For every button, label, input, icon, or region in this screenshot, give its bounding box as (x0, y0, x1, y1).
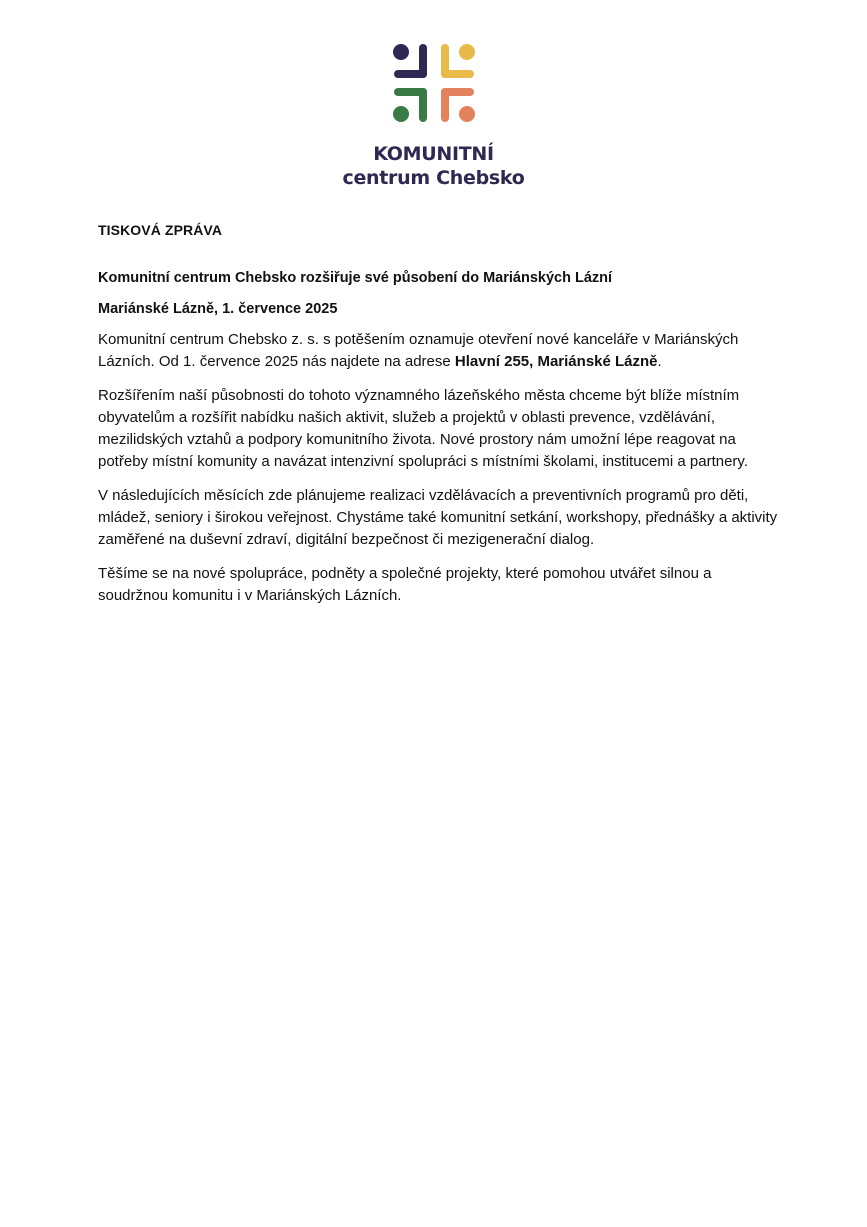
logo-mark-icon (391, 40, 477, 126)
paragraph-1-end: . (657, 353, 662, 370)
logo-dot-orange (459, 106, 475, 122)
logo-title-line1: KOMUNITNÍ (373, 143, 494, 165)
paragraph-4: Těšíme se na nové spolupráce, podněty a společné projekty, které pomohou utvářet silnou a soudržnou komunitu i v Mariánských Lázních. (98, 565, 712, 604)
logo-stem-navy (419, 44, 427, 78)
paragraph-1-text: Komunitní centrum Chebsko z. s. s potěšením oznamuje otevření nové kanceláře v Mariánských Lázních. Od 1. července 2025 nás najdete na adrese (98, 331, 739, 370)
press-headline: Komunitní centrum Chebsko rozšiřuje své působení do Mariánských Lázní (98, 270, 613, 286)
logo-title-line2: centrum Chebsko (342, 167, 525, 189)
paragraph-1 (98, 329, 778, 373)
logo (0, 40, 867, 190)
press-release-body (98, 219, 778, 619)
logo-dot-green (393, 106, 409, 122)
office-address: Hlavní 255, Mariánské Lázně (454, 353, 658, 370)
logo-dot-gold (459, 44, 475, 60)
press-dateline: Mariánské Lázně, 1. července 2025 (98, 301, 338, 317)
logo-dot-navy (393, 44, 409, 60)
logo-stem-gold (441, 44, 449, 78)
paragraph-2: Rozšířením naší působnosti do tohoto významného lázeňského města chceme být blíže místním obyvatelům a rozšířit nabídku našich aktivit, služeb a projektů v oblasti prevence, vzdělávání, mezilidských vztahů a podpory komunitního života. Nové prostory nám umožní lépe reagovat na potřeby místní komunity a navázat intenzivní spolupráci s místními školami, institucemi a partnery. (98, 387, 748, 470)
paragraph-3: V následujících měsících zde plánujeme realizaci vzdělávacích a preventivních programů pro děti, mládež, seniory i širokou veřejnost. Chystáme také komunitní setkání, workshopy, přednášky a aktivity zaměřené na duševní zdraví, digitální bezpečnost či mezigenerační dialog. (98, 487, 778, 548)
logo-stem-green (419, 88, 427, 122)
logo-stem-orange (441, 88, 449, 122)
document-label: TISKOVÁ ZPRÁVA (98, 222, 223, 238)
